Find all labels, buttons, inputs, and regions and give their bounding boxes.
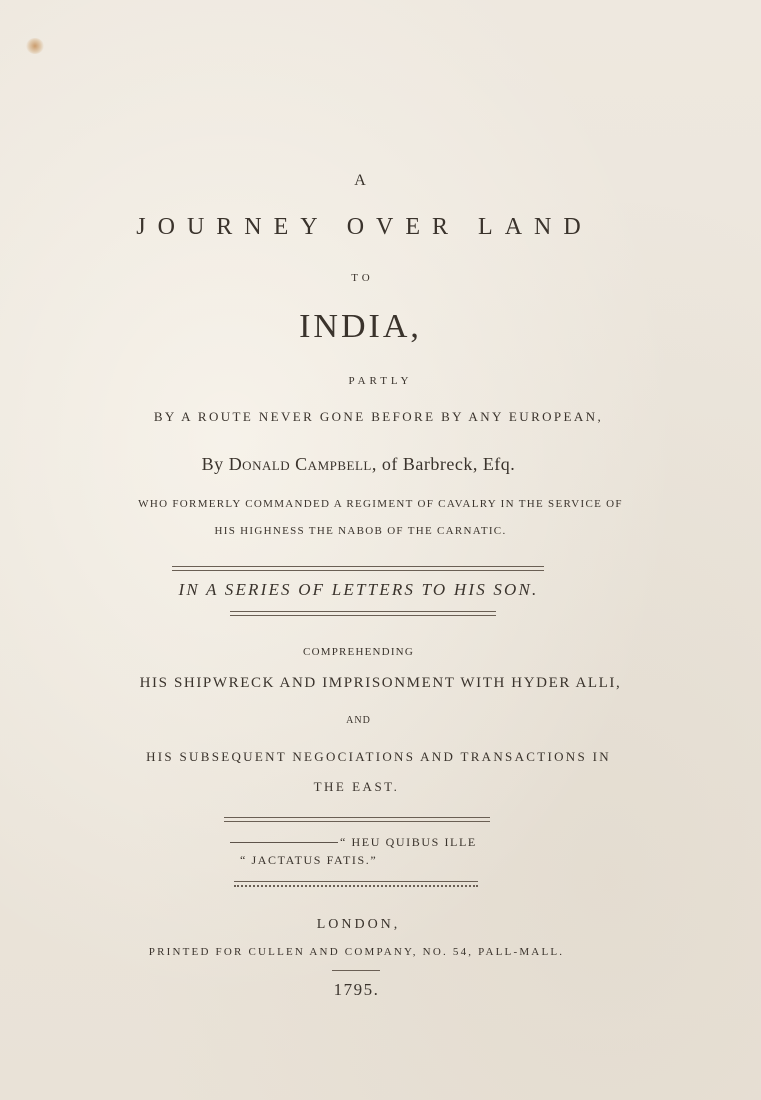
- divider-rule: [230, 615, 496, 616]
- partly-line: PARTLY: [348, 375, 413, 387]
- divider-rule: [172, 570, 544, 571]
- author-prefix: By: [201, 454, 229, 474]
- route-line: BY A ROUTE NEVER GONE BEFORE BY ANY EUROPEAN,: [153, 409, 604, 424]
- epigraph-line-2: “ JACTATUS FATIS.”: [240, 853, 378, 867]
- imprint-publisher: PRINTED FOR CULLEN AND COMPANY, NO. 54, PALL-MALL.: [148, 946, 565, 958]
- contents-and: AND: [346, 715, 371, 726]
- author-role-line-1: WHO FORMERLY COMMANDED A REGIMENT OF CAVALRY IN THE SERVICE OF: [138, 498, 623, 510]
- imprint-city: LONDON,: [316, 917, 401, 932]
- imprint-year: 1795.: [333, 980, 380, 999]
- foxing-stain: [26, 38, 44, 54]
- epigraph-lead-rule: [230, 842, 338, 843]
- author-name: Donald Campbell: [228, 454, 372, 474]
- author-suffix: , of Barbreck, Efq.: [371, 454, 516, 474]
- author-role-line-2: HIS HIGHNESS THE NABOB OF THE CARNATIC.: [214, 525, 507, 537]
- title-article: A: [354, 172, 367, 189]
- title-destination: INDIA,: [299, 308, 422, 345]
- divider-rule: [172, 566, 544, 567]
- author-line: [0, 454, 739, 475]
- contents-line-1: HIS SHIPWRECK AND IMPRISONMENT WITH HYDER ALLI,: [139, 675, 622, 691]
- divider-rule: [234, 881, 478, 882]
- divider-rule: [224, 821, 490, 822]
- epigraph-line-1: “ HEU QUIBUS ILLE: [340, 835, 477, 849]
- series-line: IN A SERIES OF LETTERS TO HIS SON.: [178, 580, 539, 599]
- contents-line-2: HIS SUBSEQUENT NEGOCIATIONS AND TRANSACTIONS IN: [146, 749, 611, 764]
- contents-line-3: THE EAST.: [313, 779, 400, 794]
- title-to: TO: [351, 272, 374, 284]
- divider-rule: [230, 611, 496, 612]
- divider-rule: [224, 817, 490, 818]
- divider-rule: [332, 970, 380, 971]
- comprehending-line: COMPREHENDING: [303, 646, 414, 658]
- divider-rule: [234, 885, 478, 887]
- title-main: JOURNEY OVER LAND: [136, 214, 593, 240]
